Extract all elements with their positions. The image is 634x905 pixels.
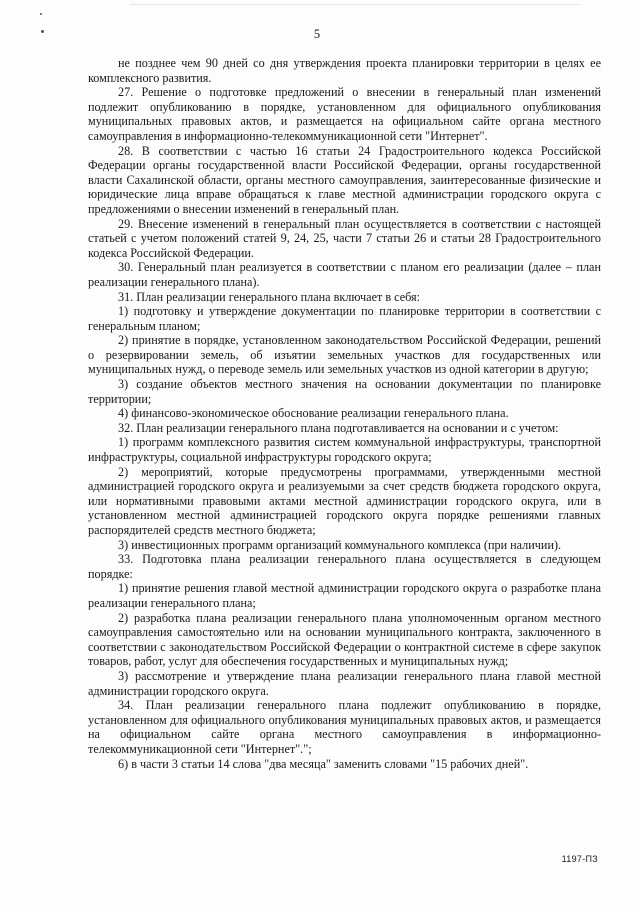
- paragraph-32-item-1: 1) программ комплексного развития систем коммунальной инфраструктуры, транспортной инфраструктуры, социальной инфраструктуры городского округа;: [88, 435, 601, 465]
- paragraph-34: 34. План реализации генерального плана подлежит опубликованию в порядке, установленном для официального опубликования муниципальных правовых актов, и размещается на официальном сайте органа местного самоуправления в информационно-телекоммуникационной сети "Интернет".";: [88, 698, 601, 756]
- paragraph-31-item-1: 1) подготовку и утверждение документации по планировке территории в соответствии с генеральным планом;: [88, 304, 601, 333]
- document-code: 1197-ПЗ: [561, 854, 598, 864]
- paragraph-29: 29. Внесение изменений в генеральный план осуществляется в соответствии с настоящей статьей с учетом положений статей 9, 24, 25, части 7 статьи 26 и статьи 28 Градостроительного кодекса Российской Федерации.: [88, 216, 601, 260]
- paragraph-32-item-3: 3) инвестиционных программ организаций коммунального комплекса (при наличии).: [118, 537, 562, 552]
- paragraph-32: 32. План реализации генерального плана подготавливается на основании и с учетом:: [118, 420, 559, 435]
- page-number: 5: [313, 27, 321, 41]
- scan-speck: [40, 13, 42, 15]
- paragraph-continuation: не позднее чем 90 дней со дня утверждения проекта планировки территории в целях ее комплексного развития.: [88, 56, 601, 85]
- paragraph-30: 30. Генеральный план реализуется в соответствии с планом его реализации (далее – план реализации генерального плана).: [88, 260, 601, 289]
- paragraph-32-item-2: 2) мероприятий, которые предусмотрены программами, утвержденными местной администрацией городского округа и реализуемыми за счет средств бюджета городского округа, или нормативными правовыми актами местной администрации городского округа, или в установленном местной администрацией городского округа порядке решениями главных распорядителей средств местного бюджета;: [88, 464, 601, 537]
- paragraph-28: 28. В соответствии с частью 16 статьи 24 Градостроительного кодекса Российской Федерации органы государственной власти Российской Федерации, органы государственной власти Сахалинской области, органы местного самоуправления, заинтересованные физические и юридические лица вправе обращаться к главе местной администрации городского округа с предложениями о внесении изменений в генеральный план.: [88, 143, 601, 216]
- scan-edge-line: [130, 4, 580, 5]
- paragraph-33-item-1: 1) принятие решения главой местной администрации городского округа о разработке плана реализации генерального плана;: [88, 581, 601, 610]
- paragraph-27: 27. Решение о подготовке предложений о внесении в генеральный план изменений подлежит опубликованию в порядке, установленном для официального опубликования муниципальных правовых актов, и размещается на официальном сайте органа местного самоуправления в информационно-телекоммуникационной сети "Интернет".: [88, 85, 601, 143]
- paragraph-31-item-2: 2) принятие в порядке, установленном законодательством Российской Федерации, решений о резервировании земель, об изъятии земельных участков для государственных или муниципальных нужд, о переводе земель или земельных участков из одной категории в другую;: [88, 333, 601, 377]
- paragraph-amendment-6: 6) в части 3 статьи 14 слова "два месяца" заменить словами "15 рабочих дней".: [118, 756, 529, 771]
- document-body: [88, 56, 601, 771]
- paragraph-31: 31. План реализации генерального плана включает в себя:: [118, 289, 421, 304]
- paragraph-33: 33. Подготовка плана реализации генерального плана осуществляется в следующем порядке:: [88, 552, 601, 581]
- paragraph-31-item-3: 3) создание объектов местного значения на основании документации по планировке территории;: [88, 377, 601, 406]
- paragraph-33-item-2: 2) разработка плана реализации генерального плана уполномоченным органом местного самоуправления самостоятельно или на основании муниципального контракта, заключенного в соответствии с законодательством Российской Федерации о контрактной системе в сфере закупок товаров, работ, услуг для обеспечения государственных и муниципальных нужд;: [88, 610, 601, 669]
- paragraph-33-item-3: 3) рассмотрение и утверждение плана реализации генерального плана главой местной администрации городского округа.: [88, 668, 601, 698]
- paragraph-31-item-4: 4) финансово-экономическое обоснование реализации генерального плана.: [118, 406, 509, 421]
